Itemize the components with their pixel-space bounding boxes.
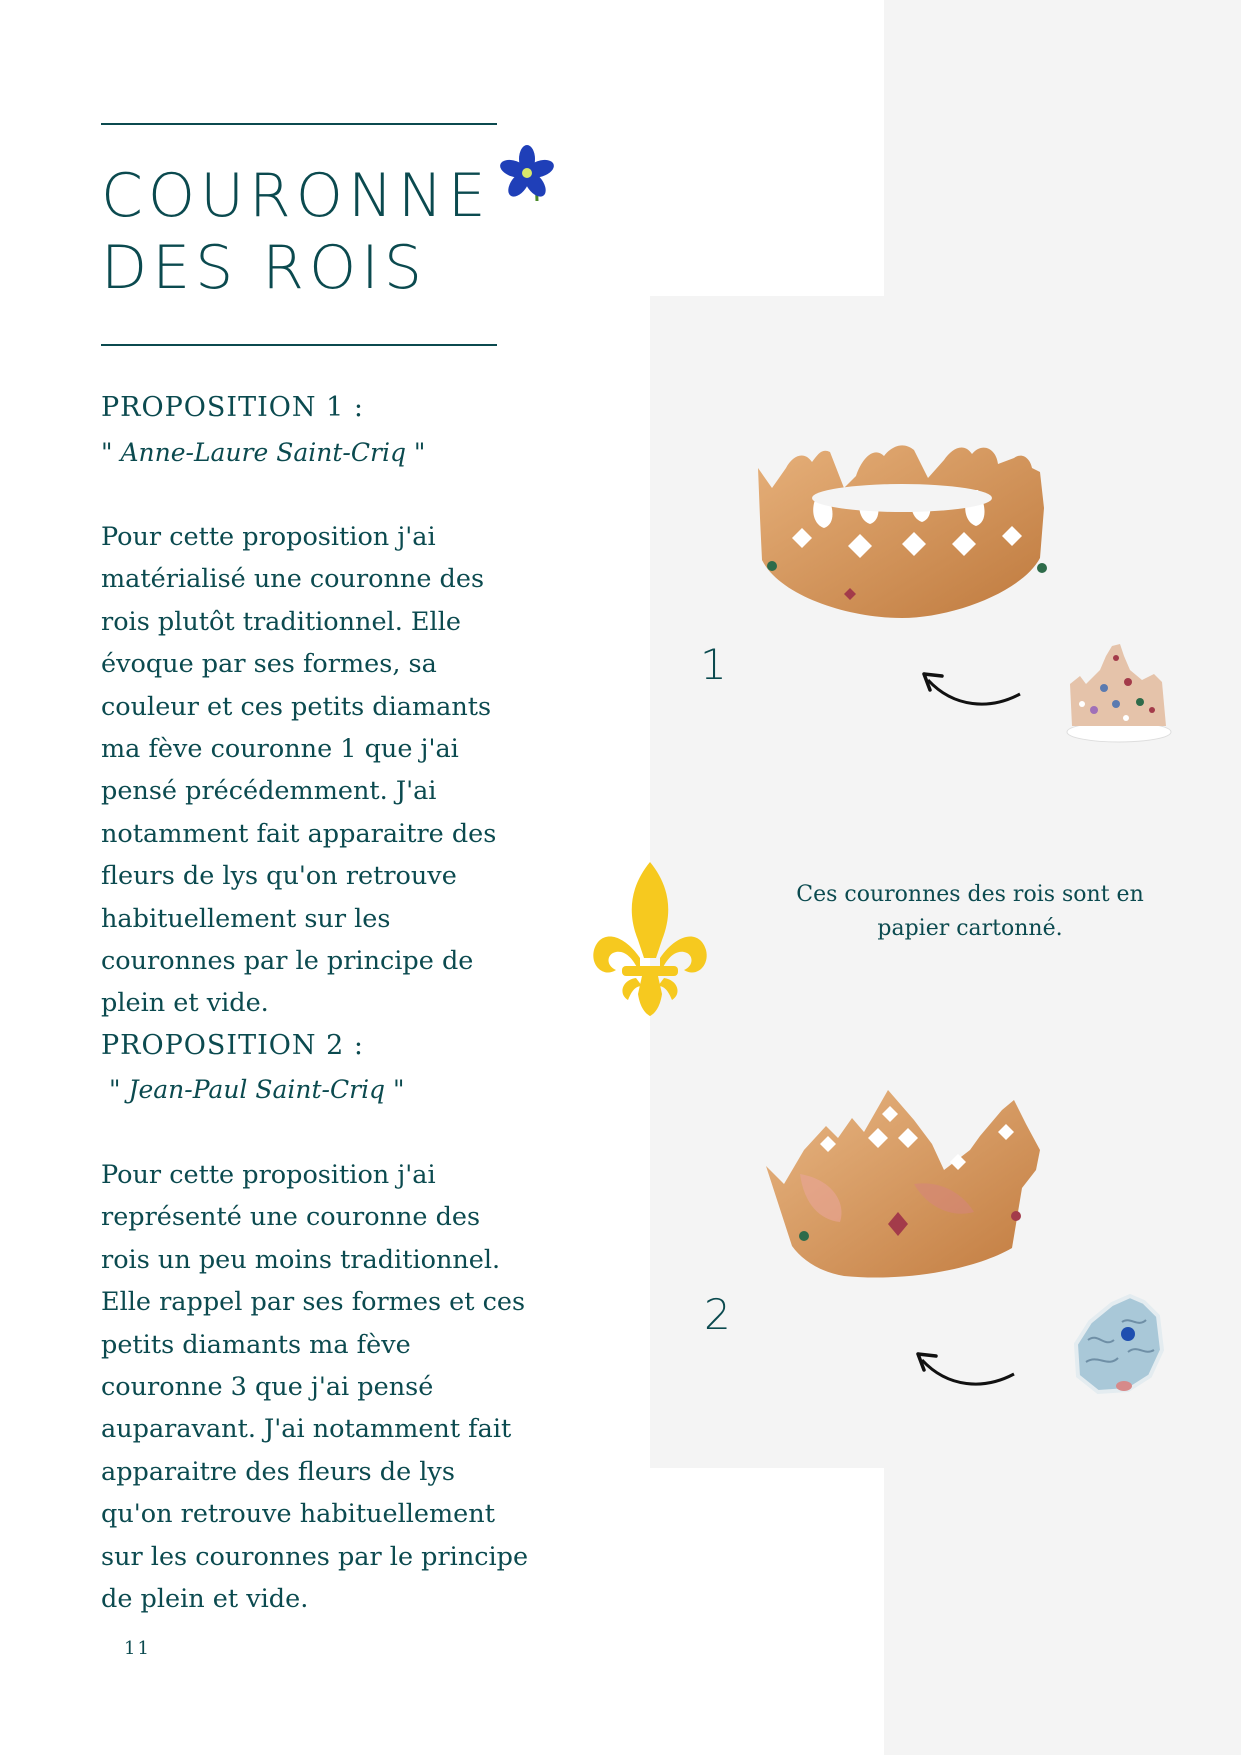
arrow-icon-1 <box>920 668 1024 712</box>
crown-1-number: 1 <box>700 640 727 689</box>
feve-crown-icon-1 <box>1066 640 1172 742</box>
title-line-2: DES ROIS <box>101 233 427 303</box>
crown-illustration-1 <box>752 428 1052 620</box>
crown-2-number: 2 <box>704 1290 731 1339</box>
proposition-1-paragraph: Pour cette proposition j'ai matérialisé une couronne des rois plutôt traditionnel. Elle évoque par ses formes, sa couleur et ces petits diamants ma fève couronne 1 que j'ai pensé précédemment. J'ai notamment fait apparaitre des fleurs de lys qu'on retrouve habituellement sur les couronnes par le principe de plein et vide. <box>101 522 497 1019</box>
proposition-1-author: " Anne-Laure Saint-Criq " <box>101 438 426 467</box>
page-number: 11 <box>124 1638 151 1659</box>
feve-crown-icon-2 <box>1068 1292 1166 1396</box>
fleur-de-lys-icon <box>592 862 708 1016</box>
proposition-2-author: " Jean-Paul Saint-Criq " <box>109 1075 405 1104</box>
arrow-icon-2 <box>914 1348 1018 1392</box>
title-rule-top <box>101 123 497 125</box>
proposition-2-heading: PROPOSITION 2 : <box>101 1030 364 1061</box>
proposition-1-heading: PROPOSITION 1 : <box>101 392 364 423</box>
page-title <box>101 160 491 304</box>
blue-flower-icon <box>495 145 559 205</box>
cardboard-note: Ces couronnes des rois sont en papier cartonné. <box>796 882 1144 941</box>
title-rule-bottom <box>101 344 497 346</box>
proposition-2-paragraph: Pour cette proposition j'ai représenté une couronne des rois un peu moins traditionnel. Elle rappel par ses formes et ces petits diamants ma fève couronne 3 que j'ai pensé auparavant. J'ai notamment fait apparaitre des fleurs de lys qu'on retrouve habituellement sur les couronnes par le principe de plein et vide. <box>101 1160 529 1615</box>
title-line-1: COURONNE <box>101 161 491 231</box>
crown-illustration-2 <box>764 1084 1054 1290</box>
